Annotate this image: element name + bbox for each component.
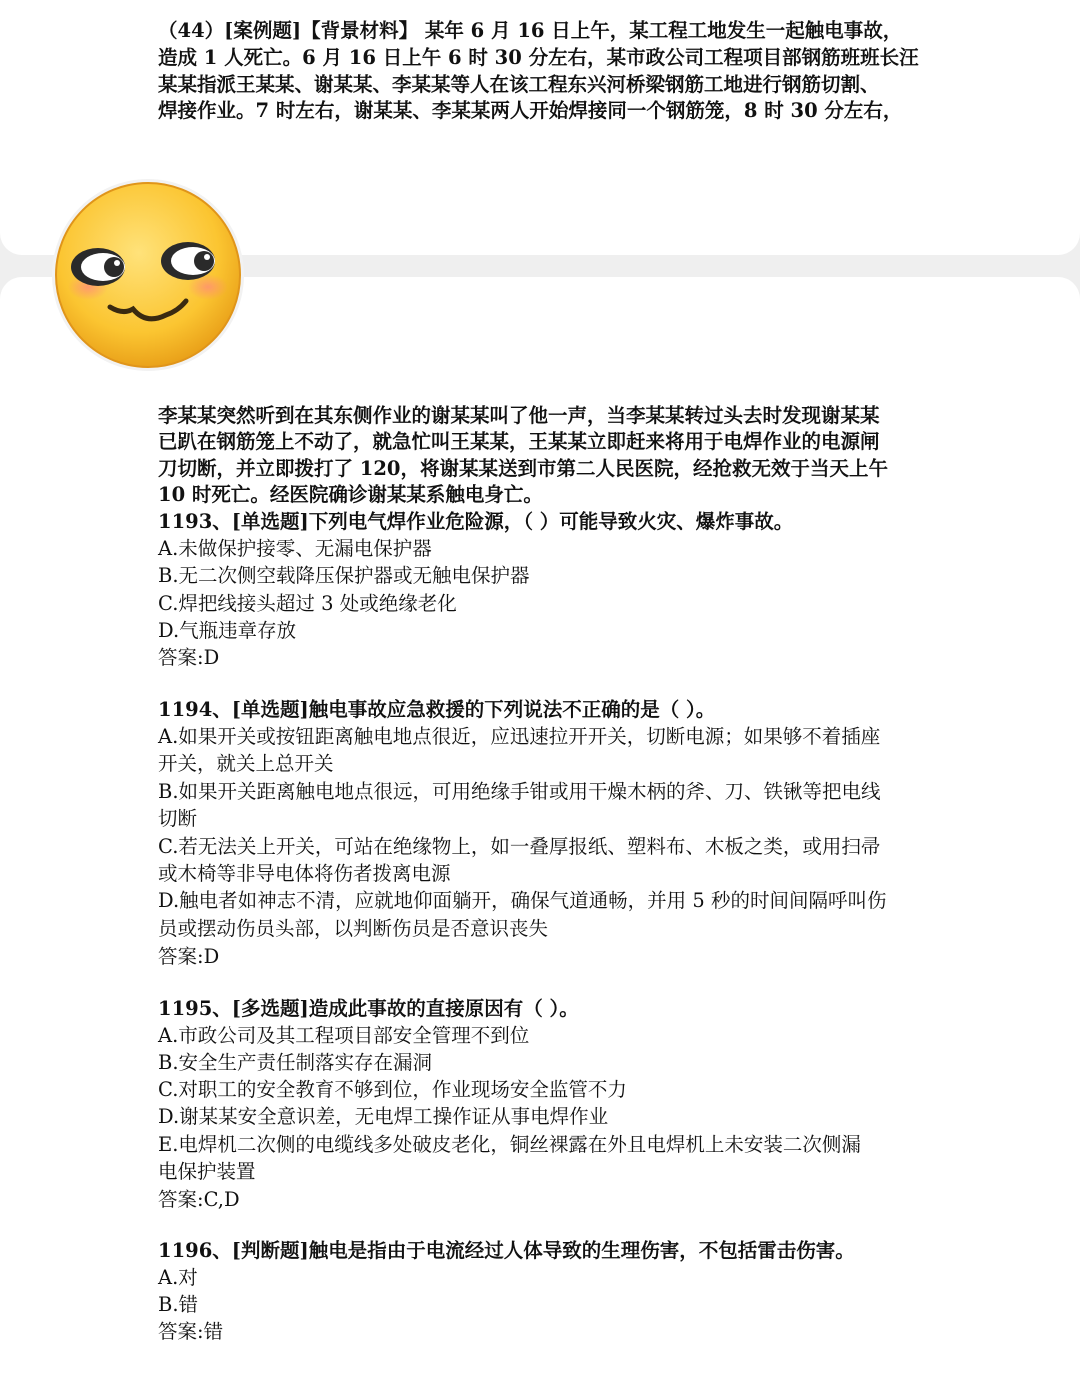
option-a: A.对 — [158, 1266, 198, 1289]
option-d: D.气瓶违章存放 — [158, 619, 297, 642]
question-stem: 1194、[单选题]触电事故应急救援的下列说法不正确的是（ ）。 — [158, 698, 716, 721]
option-b: B.无二次侧空载降压保护器或无触电保护器 — [158, 564, 530, 587]
passage-line: 刀切断，并立即拨打了 120，将谢某某送到市第二人民医院，经抢救无效于当天上午 — [158, 457, 888, 480]
question-stem: 1196、[判断题]触电是指由于电流经过人体导致的生理伤害，不包括雷击伤害。 — [158, 1239, 855, 1262]
option-line: D.谢某某安全意识差，无电焊工操作证从事电焊作业 — [158, 1105, 609, 1128]
option-line: 切断 — [158, 807, 198, 830]
option-line: A.如果开关或按钮距离触电地点很近，应迅速拉开开关，切断电源；如果够不着插座 — [158, 725, 881, 748]
option-line: B.如果开关距离触电地点很远，可用绝缘手钳或用干燥木柄的斧、刀、铁锹等把电线 — [158, 780, 881, 803]
option-line: D.触电者如神志不清，应就地仰面躺开，确保气道通畅，并用 5 秒的时间间隔呼叫伤 — [158, 889, 887, 912]
answer: 答案:D — [158, 945, 220, 968]
option-line: C.若无法关上开关，可站在绝缘物上，如一叠厚报纸、塑料布、木板之类，或用扫帚 — [158, 835, 881, 858]
passage-line: 焊接作业。7 时左右，谢某某、李某某两人开始焊接同一个钢筋笼，8 时 30 分左右， — [158, 99, 903, 122]
option-line: B.安全生产责任制落实存在漏洞 — [158, 1051, 433, 1074]
passage-line: 10 时死亡。经医院确诊谢某某系触电身亡。 — [158, 483, 543, 506]
option-a: A.未做保护接零、无漏电保护器 — [158, 537, 432, 560]
option-line: C.对职工的安全教育不够到位，作业现场安全监管不力 — [158, 1078, 627, 1101]
passage-line: 造成 1 人死亡。6 月 16 日上午 6 时 30 分左右，某市政公司工程项目部钢筋班班长汪 — [158, 46, 919, 69]
option-b: B.错 — [158, 1293, 199, 1316]
answer: 答案:D — [158, 646, 220, 669]
option-c: C.焊把线接头超过 3 处或绝缘老化 — [158, 592, 457, 615]
smirk-emoji-icon — [48, 175, 248, 375]
passage-line: （44）[案例题]【背景材料】 某年 6 月 16 日上午，某工程工地发生一起触电事故， — [158, 19, 903, 42]
option-line: 员或摆动伤员头部，以判断伤员是否意识丧失 — [158, 917, 549, 940]
answer: 答案:C,D — [158, 1188, 240, 1211]
passage-line: 已趴在钢筋笼上不动了，就急忙叫王某某，王某某立即赶来将用于电焊作业的电源闸 — [158, 430, 880, 453]
option-line: E.电焊机二次侧的电缆线多处破皮老化，铜丝裸露在外且电焊机上未安装二次侧漏 — [158, 1133, 861, 1156]
answer: 答案:错 — [158, 1320, 224, 1343]
option-line: 开关，就关上总开关 — [158, 752, 334, 775]
question-stem: 1195、[多选题]造成此事故的直接原因有（ ）。 — [158, 997, 579, 1020]
option-line: A.市政公司及其工程项目部安全管理不到位 — [158, 1024, 530, 1047]
option-line: 电保护装置 — [158, 1160, 256, 1183]
question-stem: 1193、[单选题]下列电气焊作业危险源，（ ）可能导致火灾、爆炸事故。 — [158, 510, 794, 533]
passage-line: 某某指派王某某、谢某某、李某某等人在该工程东兴河桥梁钢筋工地进行钢筋切割、 — [158, 73, 880, 96]
passage-line: 李某某突然听到在其东侧作业的谢某某叫了他一声，当李某某转过头去时发现谢某某 — [158, 404, 880, 427]
option-line: 或木椅等非导电体将伤者拨离电源 — [158, 862, 451, 885]
